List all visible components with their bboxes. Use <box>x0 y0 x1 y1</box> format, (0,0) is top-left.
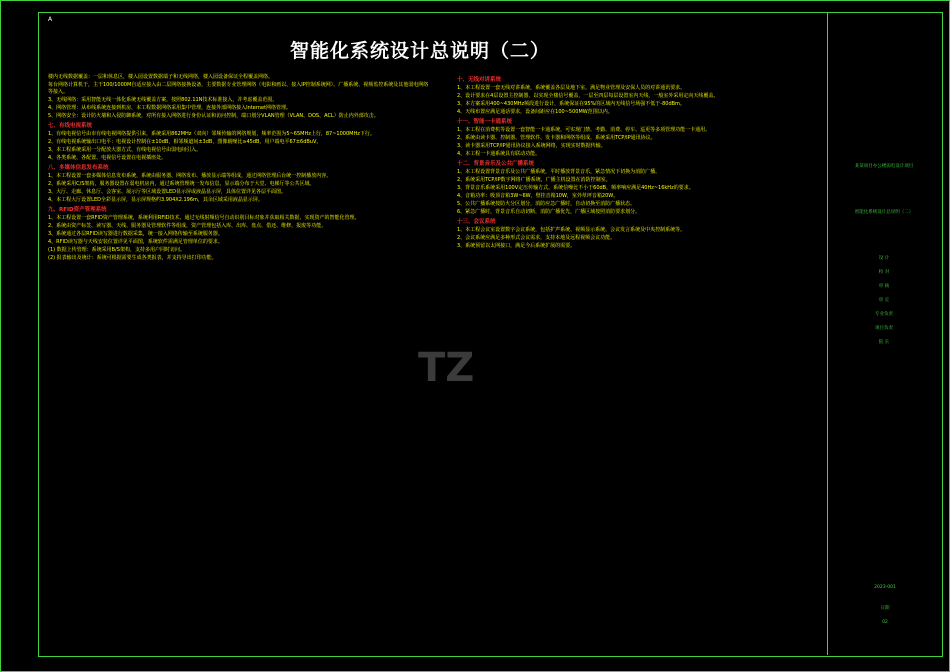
left-column <box>48 74 433 263</box>
paragraph: 每台网络计算机于，主干100/1000M自适应接入由二层网络接换设备，主要数据专业管理网络（电影和画以、接入IP控制系统网）、广播系统、视频监控系统及其他弱电网络等接入。 <box>48 82 429 95</box>
paragraph: 2、会议系统应满足多种形式会议需求，支持本地及远程视频会议功能。 <box>457 235 616 241</box>
signature-label: 审 定 <box>878 298 890 303</box>
paragraph: 5、公共广播系统按防火分区划分，消防应急广播时，自动切换至消防广播状态。 <box>457 201 636 207</box>
paragraph: 1、本工程设置一套RFID资产管理系统，系统利用RFID技术，通过无线射频信号自动识别目标对象并获取相关数据，实现资产的智能化管理。 <box>48 215 360 221</box>
title-block <box>830 150 938 354</box>
signature-label: 审 核 <box>878 284 890 289</box>
section-heading: 七、有线电视系统 <box>48 123 93 129</box>
paragraph: (2) 报表输出及统计：系统可根据需要生成各类报表，并支持导出打印功能。 <box>48 255 217 261</box>
signature-label: 校 对 <box>878 270 890 275</box>
paragraph: 4、本工程大厅设置LED全彩显示屏，显示屏规格约3.904X2.196m，其余区域采用液晶显示屏。 <box>48 197 263 203</box>
paragraph: 2、系统由读卡器、控制器、管理软件、发卡器和网络等组成，系统采用TCP/IP通讯协议。 <box>457 135 656 141</box>
paragraph: 3、背景音乐系统采用100V定压传输方式，系统信噪比不小于60dB，频率响应满足40Hz~16kHz的要求。 <box>457 185 694 191</box>
paragraph: 4、音箱功率：吸顶音箱3W~6W，壁挂音箱10W，室外草坪音箱20W。 <box>457 193 619 199</box>
paragraph: 1、本工程设置一套多媒体信息发布系统，系统由服务器、网络发布、播放显示端等组成，通过网络管理后台统一控制播放内容。 <box>48 173 332 179</box>
paragraph: 4、各类系统、各配置、电视信号设置在电视插座处。 <box>48 155 167 161</box>
paragraph: 1、本工程在消费机等设置一套智能一卡通系统，可实现门禁、考勤、消费、停车、巡更等多项管理功能一卡通用。 <box>457 127 711 133</box>
paragraph: 3、系统通过各层RFID读写器进行数据采集，统一接入网络传输至系统服务器。 <box>48 231 223 237</box>
paragraph: 3、系统预留以太网接口，满足今后系统扩展的需要。 <box>457 243 576 249</box>
paragraph: 2、系统采用C/S架构，服务器设置在弱电机房内，通过系统管理统一发布信息，显示端分布于大堂、电梯厅等公共区域。 <box>48 181 315 187</box>
paragraph: 1、本工程设置一套无线对讲系统，系统覆盖各层及地下室，满足物业管理及安保人员的对讲通讯要求。 <box>457 85 686 91</box>
paragraph: 3、本方案采用400~430MHz频段进行设计，系统保证在95%的区域内无线信号场强不低于-80dBm。 <box>457 101 685 107</box>
signature-label: 院 长 <box>878 340 890 345</box>
right-column <box>457 74 842 251</box>
sheet-number: 02 <box>882 620 888 625</box>
paragraph: (1) 数据上传管理：系统采用B/S架构，支持多用户同时访问。 <box>48 247 185 253</box>
drawing-number: 2023-001 <box>874 585 896 590</box>
section-heading: 十三、会议系统 <box>457 219 496 225</box>
paragraph: 5、网络安全：设计防火墙和入侵防御系统，对所有接入网络进行身份认证和访问控制，端口划分VLAN管理（VLAN、DOS、ACL）防止内外部攻击。 <box>48 113 379 119</box>
project-name: 某某项目办公楼弱电设计项目 <box>854 164 914 169</box>
paragraph: 4、网络管理：从布线系统连接到机房，本工程数据网络采用集中管理，连接外部网络接入Internet网络管理。 <box>48 105 292 111</box>
paragraph: 1、有线电视信号由市有线电视网络提供引来，系统采用862MHz（双向）邻频传输的网络规划，频率范围为5~65MHz上行，87~1000MHz下行。 <box>48 131 375 137</box>
section-heading: 九、RFID资产管理系统 <box>48 207 107 213</box>
page-title: 智能化系统设计总说明（二） <box>289 40 550 62</box>
signature-label: 设 计 <box>878 256 890 261</box>
paragraph: 3、本工程系统采用一分配放大器方式，有线电视信号由弱电间引入。 <box>48 147 202 153</box>
paragraph: 3、读卡器采用TCP/IP通讯协议接入系统网络，实现实时数据传输。 <box>457 143 606 149</box>
paragraph: 4、天线布置应满足通话要求，设备间距应在100~500MW范围以内。 <box>457 109 613 115</box>
title-block-divider <box>827 12 828 655</box>
section-heading: 十二、背景音乐及公共广播系统 <box>457 161 535 167</box>
drawing-date: 日期 <box>880 606 890 611</box>
side-drawing-title: 智能化系统设计总说明（二） <box>854 210 914 215</box>
watermark-logo: TZ <box>418 345 475 391</box>
paragraph: 3、大厅、走廊、休息厅、会客室、展示厅等区域设置LED显示屏或液晶显示屏，具体位置详见各层平面图。 <box>48 189 286 195</box>
signature-labels <box>830 256 938 346</box>
signature-label: 专业负责 <box>875 312 893 317</box>
section-heading: 十、无线对讲系统 <box>457 77 502 83</box>
paragraph: 6、紧急广播时，背景音乐自动切断，消防广播优先，广播区域按照消防要求划分。 <box>457 209 641 215</box>
paragraph: 4、RFID读写器与天线安装位置详见平面图，系统软件需满足管理单位的要求。 <box>48 239 223 245</box>
paragraph: 楼内无线数据覆盖：一层和休息区，楼入园设置数据端子和无线网络，楼入园设备保证全程覆盖网络。 <box>48 74 274 80</box>
section-heading: 八、多媒体信息发布系统 <box>48 165 109 171</box>
section-heading: 十一、智能一卡通系统 <box>457 119 513 125</box>
corner-mark: A <box>48 16 53 23</box>
paragraph: 3、无线网络：采用智能无线一体化系统无线覆盖方案，按照802.11N技术标准接入，并考虑覆盖范围。 <box>48 97 278 103</box>
paragraph: 2、设计要求在4层设置主控制器，以实现全楼信号覆盖，一层至四层每层设置室内天线，一般室外采用定向天线覆盖。 <box>457 93 719 99</box>
signature-label: 项目负责 <box>875 326 893 331</box>
paragraph: 2、有线电视系统输出口电平：电视设计控制在±10dB，相邻频道间±3dB，图像载噪比≥45dB，用户端电平67±6dBuV。 <box>48 139 322 145</box>
paragraph: 4、本工程一卡通系统具有联动功能。 <box>457 151 541 157</box>
paragraph: 2、系统由资产标签、读写器、天线、服务器及管理软件等组成，资产管理包括入库、出库、盘点、借还、维修、报废等功能。 <box>48 223 327 229</box>
paragraph: 2、系统采用TCP/IP数字网络广播系统，广播主机设置在消防控制室。 <box>457 177 611 183</box>
paragraph: 1、本工程会议室设置数字会议系统，包括扩声系统、视频显示系统、会议发言系统及中央控制系统等。 <box>457 227 686 233</box>
paragraph: 1、本工程设置背景音乐及公共广播系统，平时播放背景音乐，紧急情况下切换为消防广播。 <box>457 169 661 175</box>
